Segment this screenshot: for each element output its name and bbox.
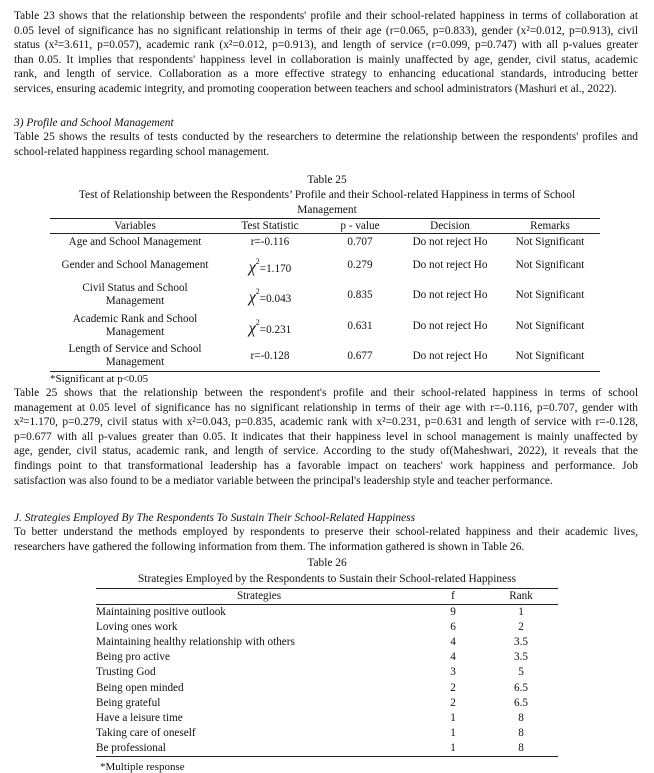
cell-statistic: $\chi^2=0.231$ (248, 317, 292, 337)
cell-decision: Do not reject Ho (412, 236, 488, 249)
table-row (50, 342, 600, 372)
cell-strategy: Be professional (96, 741, 422, 757)
cell-variable: Gender and School Management (61, 259, 209, 271)
cell-variable: Length of Service and School Management (50, 342, 220, 372)
table25-note: *Significant at p<0.05 (50, 373, 149, 385)
text-line: satisfaction was also found to be a mediator variable between the principal's leadership style and teacher performance. (14, 474, 553, 487)
cell-strategy: Being pro active (96, 651, 170, 664)
table-row (50, 311, 600, 342)
cell-rank: 1 (518, 606, 524, 619)
table-row (50, 280, 600, 311)
cell-rank: 2 (518, 621, 524, 634)
cell-strategy: Trusting God (96, 666, 156, 679)
text-line: x²=1.170, p=0.279, civil status with x²=0.043, p=0.835, academic rank with x²=0.231, p=0.631 and length of service with r=-0.128, (14, 416, 638, 429)
table26-caption-title: Strategies Employed by the Respondents to Sustain their School-related Happiness (137, 573, 517, 585)
cell-p-value: 0.835 (347, 288, 373, 301)
table-row (96, 711, 558, 726)
cell-remarks: Not Significant (515, 319, 585, 332)
paragraph-table25-intro (14, 130, 638, 159)
header-rank: Rank (484, 589, 558, 605)
cell-rank: 6.5 (514, 681, 528, 694)
cell-p-value: 0.707 (347, 236, 373, 249)
cell-frequency: 9 (450, 606, 456, 619)
text-line: Table 23 shows that the relationship between the respondents' profile and their school-related happiness in terms of collaboration at (14, 10, 638, 22)
cell-strategy: Maintaining healthy relationship with others (96, 636, 295, 649)
cell-variable: Age and School Management (68, 236, 202, 249)
header-remarks: Remarks (500, 219, 600, 234)
cell-statistic: $\chi^2=1.170$ (248, 257, 292, 276)
table-row (96, 665, 558, 680)
chi-square-symbol: $\chi^2$ (248, 317, 260, 337)
cell-frequency: 6 (450, 621, 456, 634)
table-row (96, 696, 558, 711)
table25-caption-number: Table 25 (307, 174, 347, 186)
cell-strategy: Have a leisure time (96, 711, 183, 724)
text-line: Table 25 shows the results of tests conducted by the researchers to determine the relationship between the respondents' profiles and (14, 131, 638, 143)
header-strategies: Strategies (96, 589, 422, 605)
cell-strategy: Maintaining positive outlook (96, 606, 226, 619)
cell-p-value: 0.279 (347, 259, 373, 271)
cell-frequency: 1 (450, 711, 456, 724)
section-heading-profile-school-management: 3) Profile and School Management (14, 117, 174, 129)
text-line: management at 0.05 level of significance has no significant relationship in terms of their age with r=-0.116, p=0.707, gender with (14, 401, 638, 414)
cell-rank: 3.5 (514, 651, 528, 664)
text-line: school-related happiness regarding school management. (14, 145, 270, 158)
cell-strategy: Loving ones work (96, 621, 178, 634)
cell-variable: Academic Rank and School Management (72, 313, 198, 338)
paragraph-table25-discussion (14, 386, 638, 488)
table26-note: *Multiple response (100, 761, 185, 773)
table26-caption-number: Table 26 (307, 557, 347, 569)
cell-rank: 8 (518, 711, 524, 724)
cell-decision: Do not reject Ho (412, 259, 488, 271)
header-test-statistic: Test Statistic (220, 219, 320, 234)
text-line: age, gender, civil status, academic rank, and length of service. According to the study of(Maheshwari, 2022), it reveals that the (14, 445, 638, 458)
cell-frequency: 2 (450, 681, 456, 694)
cell-strategy: Taking care of oneself (96, 726, 196, 739)
header-decision: Decision (400, 219, 500, 234)
cell-rank: 3.5 (514, 636, 528, 649)
table-row (96, 681, 558, 696)
table-row (96, 620, 558, 635)
cell-p-value: 0.677 (320, 342, 400, 372)
cell-frequency: 4 (450, 636, 456, 649)
section-heading-strategies: J. Strategies Employed By The Respondents To Sustain Their School-Related Happiness (14, 512, 416, 524)
cell-remarks: Not Significant (515, 288, 585, 301)
table-row (50, 234, 600, 252)
cell-p-value: 0.631 (347, 319, 373, 332)
header-variables: Variables (50, 219, 220, 234)
cell-rank: 6.5 (514, 696, 528, 709)
cell-frequency: 3 (450, 666, 456, 679)
cell-frequency: 1 (422, 741, 484, 757)
text-line: rank, and length of service. Collaboration as a more effective strategy to enhancing educational standards, introducing better (14, 68, 638, 81)
cell-frequency: 4 (450, 651, 456, 664)
table25-caption-title: Test of Relationship between the Respondents’ Profile and their School-related Happiness in terms of School (78, 189, 576, 201)
text-line: than 0.05. It implies that respondents' happiness level in collaboration is mainly unaffected by age, gender, civil status, academic (14, 53, 638, 66)
cell-remarks: Not Significant (515, 236, 585, 249)
table-row (96, 726, 558, 741)
text-line: services, ensuring academic integrity, and promoting cooperation between teachers and school administrators (Mashuri et al., 2022). (14, 82, 617, 95)
table-row (96, 605, 558, 621)
header-frequency: f (422, 589, 484, 605)
text-line: findings point to that transformational leadership has a favorable impact on teachers' work happiness and performance. Job (14, 459, 638, 472)
table-header-row (96, 589, 558, 605)
table-row (96, 635, 558, 650)
table-26 (96, 588, 558, 757)
text-line: p=0.677 with all p-values greater than 0.05. It indicates that their happiness level in school management is mainly unaffected by (14, 430, 638, 443)
cell-statistic: r=-0.116 (250, 236, 290, 249)
cell-rank: 5 (518, 666, 524, 679)
chi-square-symbol: $\chi^2$ (248, 257, 260, 276)
cell-statistic: $\chi^2=0.043$ (248, 286, 292, 306)
cell-rank: 8 (484, 741, 558, 757)
table-row (96, 741, 558, 757)
table-row (96, 650, 558, 665)
table-25 (50, 218, 600, 372)
text-line: Table 25 shows that the relationship between the respondent's profile and their school-related happiness in terms of school (14, 387, 638, 399)
cell-strategy: Being grateful (96, 696, 161, 709)
paragraph-table26-intro (14, 525, 638, 554)
table-row (50, 252, 600, 280)
cell-decision: Do not reject Ho (412, 288, 488, 301)
text-line: To better understand the methods employed by respondents to preserve their school-related happiness and their academic lives, (14, 526, 638, 538)
cell-decision: Do not reject Ho (400, 342, 500, 372)
text-line: researchers have gathered the following information from them. The information gathered is shown in Table 26. (14, 540, 525, 553)
table25-caption-title-cont: Management (297, 204, 357, 216)
cell-statistic: r=-0.128 (220, 342, 320, 372)
cell-strategy: Being open minded (96, 681, 184, 694)
chi-square-symbol: $\chi^2$ (248, 286, 260, 306)
cell-frequency: 1 (450, 726, 456, 739)
cell-remarks: Not Significant (500, 342, 600, 372)
table-header-row (50, 219, 600, 234)
cell-decision: Do not reject Ho (412, 319, 488, 332)
header-p-value: p - value (320, 219, 400, 234)
cell-remarks: Not Significant (515, 259, 585, 271)
cell-rank: 8 (518, 726, 524, 739)
cell-variable: Civil Status and School Management (82, 282, 188, 307)
paragraph-table23-discussion (14, 9, 638, 97)
cell-frequency: 2 (450, 696, 456, 709)
text-line: status (x²=3.611, p=0.057), academic rank (x²=0.012, p=0.913), and length of service (r=0.099, p=0.747) with all p-values greater (14, 39, 638, 52)
text-line: 0.05 level of significance has no significant relationship in terms of their age (r=0.065, p=0.833), gender (x²=0.012, p=0.913), civil (14, 24, 638, 37)
